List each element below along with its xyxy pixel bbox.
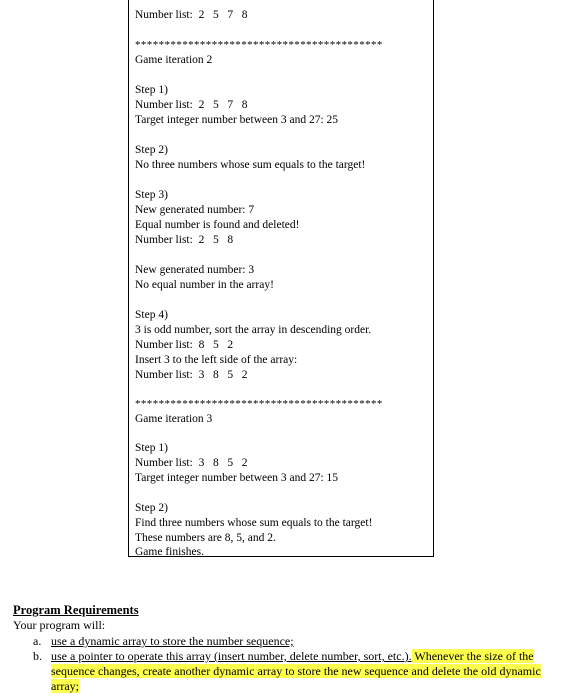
requirement-text: use a dynamic array to store the number sequence; (51, 634, 294, 648)
separator-line: ****************************************** (135, 398, 383, 410)
console-line: New generated number: 3 (135, 264, 255, 276)
console-line: 3 is odd number, sort the array in descending order. (135, 324, 372, 336)
separator-line: ****************************************** (135, 39, 383, 51)
console-line: Step 2) (135, 502, 168, 514)
console-line: Insert 3 to the left side of the array: (135, 354, 298, 366)
console-line: Number list: 3 8 5 2 (135, 369, 248, 381)
console-line: Number list: 8 5 2 (135, 339, 234, 351)
console-line: Game finishes. (135, 546, 204, 558)
console-line: Game iteration 3 (135, 413, 213, 425)
console-line: Number list: 2 5 7 8 (135, 99, 248, 111)
console-line: No three numbers whose sum equals to the target! (135, 159, 366, 171)
list-marker: a. (33, 634, 42, 648)
console-line: These numbers are 8, 5, and 2. (135, 532, 276, 544)
console-line: Number list: 2 5 7 8 (135, 9, 248, 21)
console-line: Number list: 3 8 5 2 (135, 457, 248, 469)
list-marker: b. (33, 649, 42, 663)
console-line: Equal number is found and deleted! (135, 219, 300, 231)
console-line: Step 4) (135, 309, 168, 321)
console-line: Step 3) (135, 189, 168, 201)
requirement-text (51, 649, 556, 694)
console-line: Game iteration 2 (135, 54, 213, 66)
requirements-intro: Your program will: (13, 618, 106, 632)
requirement-highlighted-text: Whenever the size of the sequence changes, create another dynamic array to store the new sequence and delete the old dynamic array; (51, 649, 541, 693)
console-line: Step 2) (135, 144, 168, 156)
console-line: Step 1) (135, 84, 168, 96)
console-line: Target integer number between 3 and 27: 15 (135, 472, 339, 484)
console-line: Step 1) (135, 442, 168, 454)
requirements-heading: Program Requirements (13, 603, 139, 617)
console-line: New generated number: 7 (135, 204, 255, 216)
console-line: Find three numbers whose sum equals to the target! (135, 517, 373, 529)
console-line: Target integer number between 3 and 27: 25 (135, 114, 339, 126)
requirement-underlined-text: use a pointer to operate this array (insert number, delete number, sort, etc.). (51, 649, 412, 663)
console-line: No equal number in the array! (135, 279, 274, 291)
console-line: Number list: 2 5 8 (135, 234, 234, 246)
